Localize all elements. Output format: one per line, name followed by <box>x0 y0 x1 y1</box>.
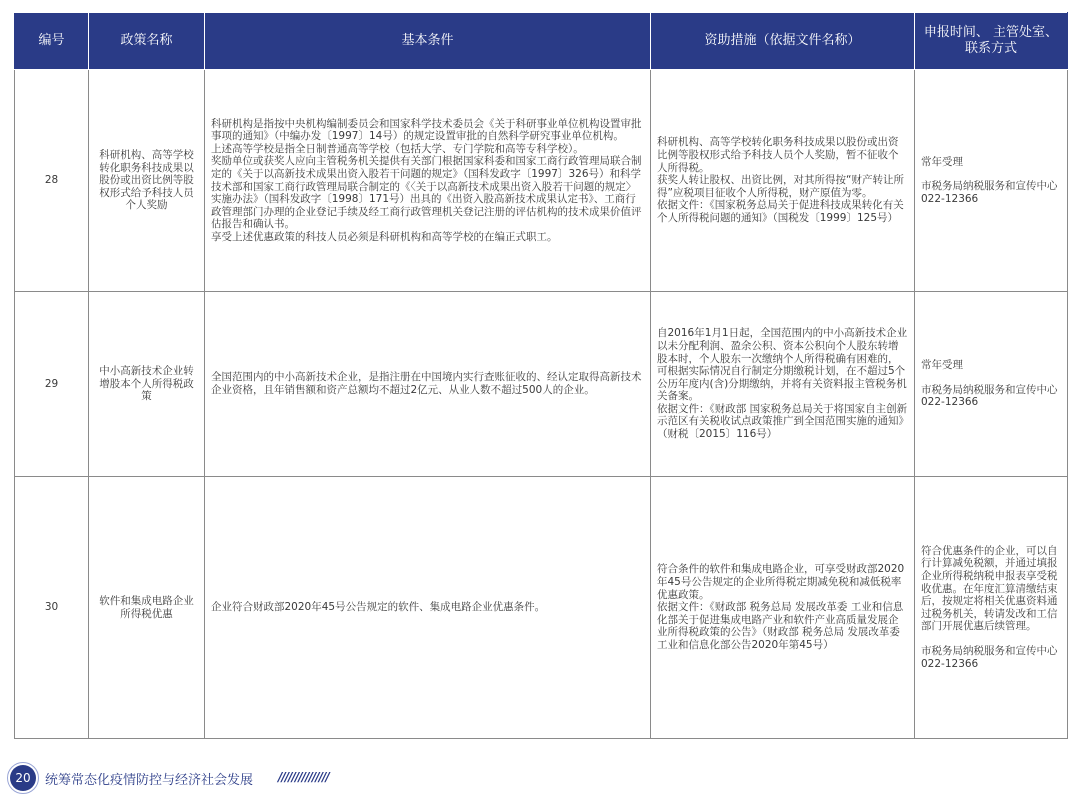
policy-measures: 科研机构、高等学校转化职务科技成果以股份或出资比例等股权形式给予科技人员个人奖励，暂不征收个人所得税。 获奖人转让股权、出资比例，对其所得按“财产转让所得”应税项目征收个人所得税，财产原值为零。 依据文件：《国家税务总局关于促进科技成果转化有关个人所得税问题的通知》（国税发〔1999〕125号） <box>651 70 915 292</box>
policy-contact <box>915 292 1068 477</box>
header-conditions: 基本条件 <box>205 13 651 70</box>
table-row <box>15 292 1068 477</box>
policy-name: 科研机构、高等学校转化职务科技成果以股份或出资比例等股权形式给予科技人员个人奖励 <box>89 70 205 292</box>
table-header-row <box>15 13 1068 70</box>
contact-office: 市税务局纳税服务和宣传中心 <box>921 180 1058 193</box>
policy-table <box>14 12 1068 739</box>
contact-procedure: 符合优惠条件的企业，可以自行计算减免税额，并通过填报企业所得税纳税申报表享受税收优惠。在年度汇算清缴结束后，按规定将相关优惠资料通过税务机关，转请发改和工信部门开展优惠后续管理。 <box>921 544 1058 633</box>
policy-contact <box>915 70 1068 292</box>
policy-measures: 符合条件的软件和集成电路企业，可享受财政部2020年45号公告规定的企业所得税定期减免税和减低税率优惠政策。 依据文件：《财政部 税务总局 发展改革委 工业和信息化部关于促进集成电路产业和软件产业高质量发展企业所得税政策的公告》（财政部 税务总局 发展改革委 工业和信息化部公告2020年第45号） <box>651 477 915 739</box>
policy-measures: 自2016年1月1日起，全国范围内的中小高新技术企业以未分配利润、盈余公积、资本公积向个人股东转增股本时，个人股东一次缴纳个人所得税确有困难的，可根据实际情况自行制定分期缴税计划，在不超过5个公历年度内(含)分期缴纳，并将有关资料报主管税务机关备案。 依据文件：《财政部 国家税务总局关于将国家自主创新示范区有关税收试点政策推广到全国范围实施的通知》（财税〔2015〕116号） <box>651 292 915 477</box>
contact-office: 市税务局纳税服务和宣传中心 <box>921 383 1058 396</box>
table-row <box>15 70 1068 292</box>
row-number: 29 <box>15 292 89 477</box>
header-measures: 资助措施（依据文件名称） <box>651 13 915 70</box>
row-number: 30 <box>15 477 89 739</box>
header-policy-name: 政策名称 <box>89 13 205 70</box>
row-number: 28 <box>15 70 89 292</box>
contact-office-phone: 市税务局纳税服务和宣传中心022-12366 <box>921 644 1058 670</box>
header-contact: 申报时间、 主管处室、联系方式 <box>915 13 1068 70</box>
page-number-badge: 20 <box>10 765 36 791</box>
policy-name: 中小高新技术企业转增股本个人所得税政策 <box>89 292 205 477</box>
header-number: 编号 <box>15 13 89 70</box>
table-row <box>15 477 1068 739</box>
contact-phone: 022-12366 <box>921 396 979 409</box>
contact-time: 常年受理 <box>921 359 963 372</box>
policy-conditions: 全国范围内的中小高新技术企业，是指注册在中国境内实行查账征收的、经认定取得高新技术企业资格，且年销售额和资产总额均不超过2亿元、从业人数不超过500人的企业。 <box>205 292 651 477</box>
policy-conditions: 科研机构是指按中央机构编制委员会和国家科学技术委员会《关于科研事业单位机构设置审批事项的通知》（中编办发〔1997〕14号）的规定设置审批的自然科学研究事业单位机构。 上述高等学校是指全日制普通高等学校（包括大学、专门学院和高等专科学校）。 奖励单位或获奖人应向主管税务机关提供有关部门根据国家科委和国家工商行政管理局联合制定的《关于以高新技术成果出资入股若干问题的规定》（国科发政字〔1997〕326号）和科学技术部和国家工商行政管理局联合制定的《〈关于以高新技术成果出资入股若干问题的规定〉实施办法》（国科发政字〔1998〕171号）出具的《出资入股高新技术成果认定书》、工商行政管理部门办理的企业登记手续及经工商行政管理机关登记注册的评估机构的技术成果价值评估报告和确认书。 享受上述优惠政策的科技人员必须是科研机构和高等学校的在编正式职工。 <box>205 70 651 292</box>
policy-name: 软件和集成电路企业所得税优惠 <box>89 477 205 739</box>
footer-title: 统筹常态化疫情防控与经济社会发展 <box>45 773 254 788</box>
policy-conditions: 企业符合财政部2020年45号公告规定的软件、集成电路企业优惠条件。 <box>205 477 651 739</box>
footer-decoration: /////////////// <box>278 770 329 784</box>
contact-phone: 022-12366 <box>921 192 979 205</box>
policy-contact <box>915 477 1068 739</box>
contact-time: 常年受理 <box>921 155 963 168</box>
